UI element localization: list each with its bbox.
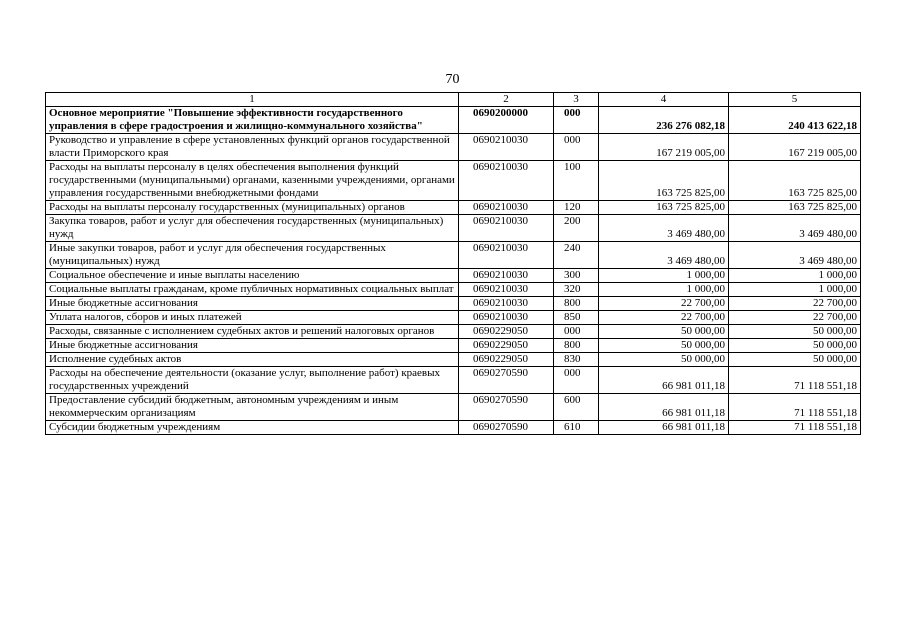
row-type-cell: 800 (554, 339, 599, 353)
row-code-cell: 0690229050 (459, 339, 554, 353)
row-amount-2-cell: 22 700,00 (729, 311, 861, 325)
row-amount-2-cell: 163 725 825,00 (729, 201, 861, 215)
row-code-cell: 0690210030 (459, 242, 554, 269)
row-type-cell: 200 (554, 215, 599, 242)
row-amount-1-cell: 3 469 480,00 (599, 242, 729, 269)
row-code-cell: 0690270590 (459, 367, 554, 394)
row-amount-1-cell: 22 700,00 (599, 297, 729, 311)
row-amount-2-cell: 1 000,00 (729, 283, 861, 297)
table-row (46, 394, 861, 421)
budget-table (45, 92, 861, 435)
header-cell-name: 1 (46, 93, 459, 107)
row-name-cell: Иные бюджетные ассигнования (46, 339, 459, 353)
table-row (46, 325, 861, 339)
row-name-cell: Исполнение судебных актов (46, 353, 459, 367)
row-type-cell: 300 (554, 269, 599, 283)
row-name-cell: Иные закупки товаров, работ и услуг для обеспечения государственных (муниципальных) нужд (46, 242, 459, 269)
row-amount-2-cell: 71 118 551,18 (729, 367, 861, 394)
row-code-cell: 0690229050 (459, 353, 554, 367)
row-code-cell: 0690210030 (459, 311, 554, 325)
row-amount-2-cell: 1 000,00 (729, 269, 861, 283)
row-amount-1-cell: 3 469 480,00 (599, 215, 729, 242)
table-row (46, 269, 861, 283)
row-code-cell: 0690210030 (459, 297, 554, 311)
row-type-cell: 240 (554, 242, 599, 269)
row-amount-1-cell: 22 700,00 (599, 311, 729, 325)
row-amount-1-cell: 1 000,00 (599, 269, 729, 283)
row-name-cell: Расходы, связанные с исполнением судебных актов и решений налоговых органов (46, 325, 459, 339)
row-name-cell: Расходы на выплаты персоналу в целях обеспечения выполнения функций государственными (муниципальными) органами, казенными учреждениями, органами управления государственными внебюджетными фондами (46, 161, 459, 201)
row-amount-1-cell: 1 000,00 (599, 283, 729, 297)
row-name-cell: Социальное обеспечение и иные выплаты населению (46, 269, 459, 283)
row-code-cell: 0690229050 (459, 325, 554, 339)
row-code-cell: 0690210030 (459, 161, 554, 201)
row-amount-2-cell: 163 725 825,00 (729, 161, 861, 201)
row-amount-1-cell: 50 000,00 (599, 353, 729, 367)
row-code-cell: 0690210030 (459, 134, 554, 161)
row-code-cell: 0690270590 (459, 421, 554, 435)
row-amount-1-cell: 66 981 011,18 (599, 421, 729, 435)
row-amount-2-cell: 50 000,00 (729, 325, 861, 339)
row-amount-1-cell: 163 725 825,00 (599, 201, 729, 215)
row-code-cell: 0690210030 (459, 269, 554, 283)
row-amount-1-cell: 50 000,00 (599, 339, 729, 353)
row-type-cell: 000 (554, 134, 599, 161)
table-header-row (46, 93, 861, 107)
row-name-cell: Расходы на обеспечение деятельности (оказание услуг, выполнение работ) краевых государственных учреждений (46, 367, 459, 394)
table-row (46, 367, 861, 394)
table-row (46, 242, 861, 269)
header-cell-code: 2 (459, 93, 554, 107)
row-name-cell: Социальные выплаты гражданам, кроме публичных нормативных социальных выплат (46, 283, 459, 297)
row-amount-1-cell: 66 981 011,18 (599, 367, 729, 394)
table-row (46, 353, 861, 367)
table-row (46, 297, 861, 311)
row-amount-2-cell: 22 700,00 (729, 297, 861, 311)
row-type-cell: 800 (554, 297, 599, 311)
row-amount-2-cell: 50 000,00 (729, 353, 861, 367)
row-amount-2-cell: 240 413 622,18 (729, 107, 861, 134)
row-type-cell: 100 (554, 161, 599, 201)
table-row (46, 161, 861, 201)
row-name-cell: Предоставление субсидий бюджетным, автономным учреждениям и иным некоммерческим организациям (46, 394, 459, 421)
row-type-cell: 000 (554, 325, 599, 339)
header-cell-type: 3 (554, 93, 599, 107)
row-type-cell: 610 (554, 421, 599, 435)
row-amount-1-cell: 50 000,00 (599, 325, 729, 339)
row-type-cell: 320 (554, 283, 599, 297)
row-name-cell: Субсидии бюджетным учреждениям (46, 421, 459, 435)
row-amount-2-cell: 3 469 480,00 (729, 215, 861, 242)
header-cell-amount-1: 4 (599, 93, 729, 107)
row-amount-2-cell: 3 469 480,00 (729, 242, 861, 269)
table-row (46, 201, 861, 215)
row-type-cell: 850 (554, 311, 599, 325)
header-cell-amount-2: 5 (729, 93, 861, 107)
row-code-cell: 0690210030 (459, 201, 554, 215)
table-row (46, 134, 861, 161)
table-row (46, 339, 861, 353)
row-name-cell: Уплата налогов, сборов и иных платежей (46, 311, 459, 325)
row-type-cell: 120 (554, 201, 599, 215)
row-code-cell: 0690210030 (459, 215, 554, 242)
table-row (46, 311, 861, 325)
row-name-cell: Иные бюджетные ассигнования (46, 297, 459, 311)
row-type-cell: 830 (554, 353, 599, 367)
row-type-cell: 000 (554, 107, 599, 134)
row-amount-1-cell: 236 276 082,18 (599, 107, 729, 134)
row-name-cell: Расходы на выплаты персоналу государственных (муниципальных) органов (46, 201, 459, 215)
table-row (46, 215, 861, 242)
table-row (46, 283, 861, 297)
row-amount-2-cell: 71 118 551,18 (729, 421, 861, 435)
row-type-cell: 000 (554, 367, 599, 394)
row-amount-2-cell: 50 000,00 (729, 339, 861, 353)
row-name-cell: Руководство и управление в сфере установленных функций органов государственной власти Приморского края (46, 134, 459, 161)
row-amount-1-cell: 66 981 011,18 (599, 394, 729, 421)
table-row (46, 421, 861, 435)
table-row (46, 107, 861, 134)
row-code-cell: 0690270590 (459, 394, 554, 421)
page-number: 70 (445, 72, 460, 87)
row-type-cell: 600 (554, 394, 599, 421)
row-code-cell: 0690210030 (459, 283, 554, 297)
row-amount-1-cell: 167 219 005,00 (599, 134, 729, 161)
row-code-cell: 0690200000 (459, 107, 554, 134)
row-amount-2-cell: 71 118 551,18 (729, 394, 861, 421)
row-amount-2-cell: 167 219 005,00 (729, 134, 861, 161)
row-name-cell: Основное мероприятие "Повышение эффективности государственного управления в сфере градостроения и жилищно-коммунального хозяйства" (46, 107, 459, 134)
row-name-cell: Закупка товаров, работ и услуг для обеспечения государственных (муниципальных) нужд (46, 215, 459, 242)
row-amount-1-cell: 163 725 825,00 (599, 161, 729, 201)
